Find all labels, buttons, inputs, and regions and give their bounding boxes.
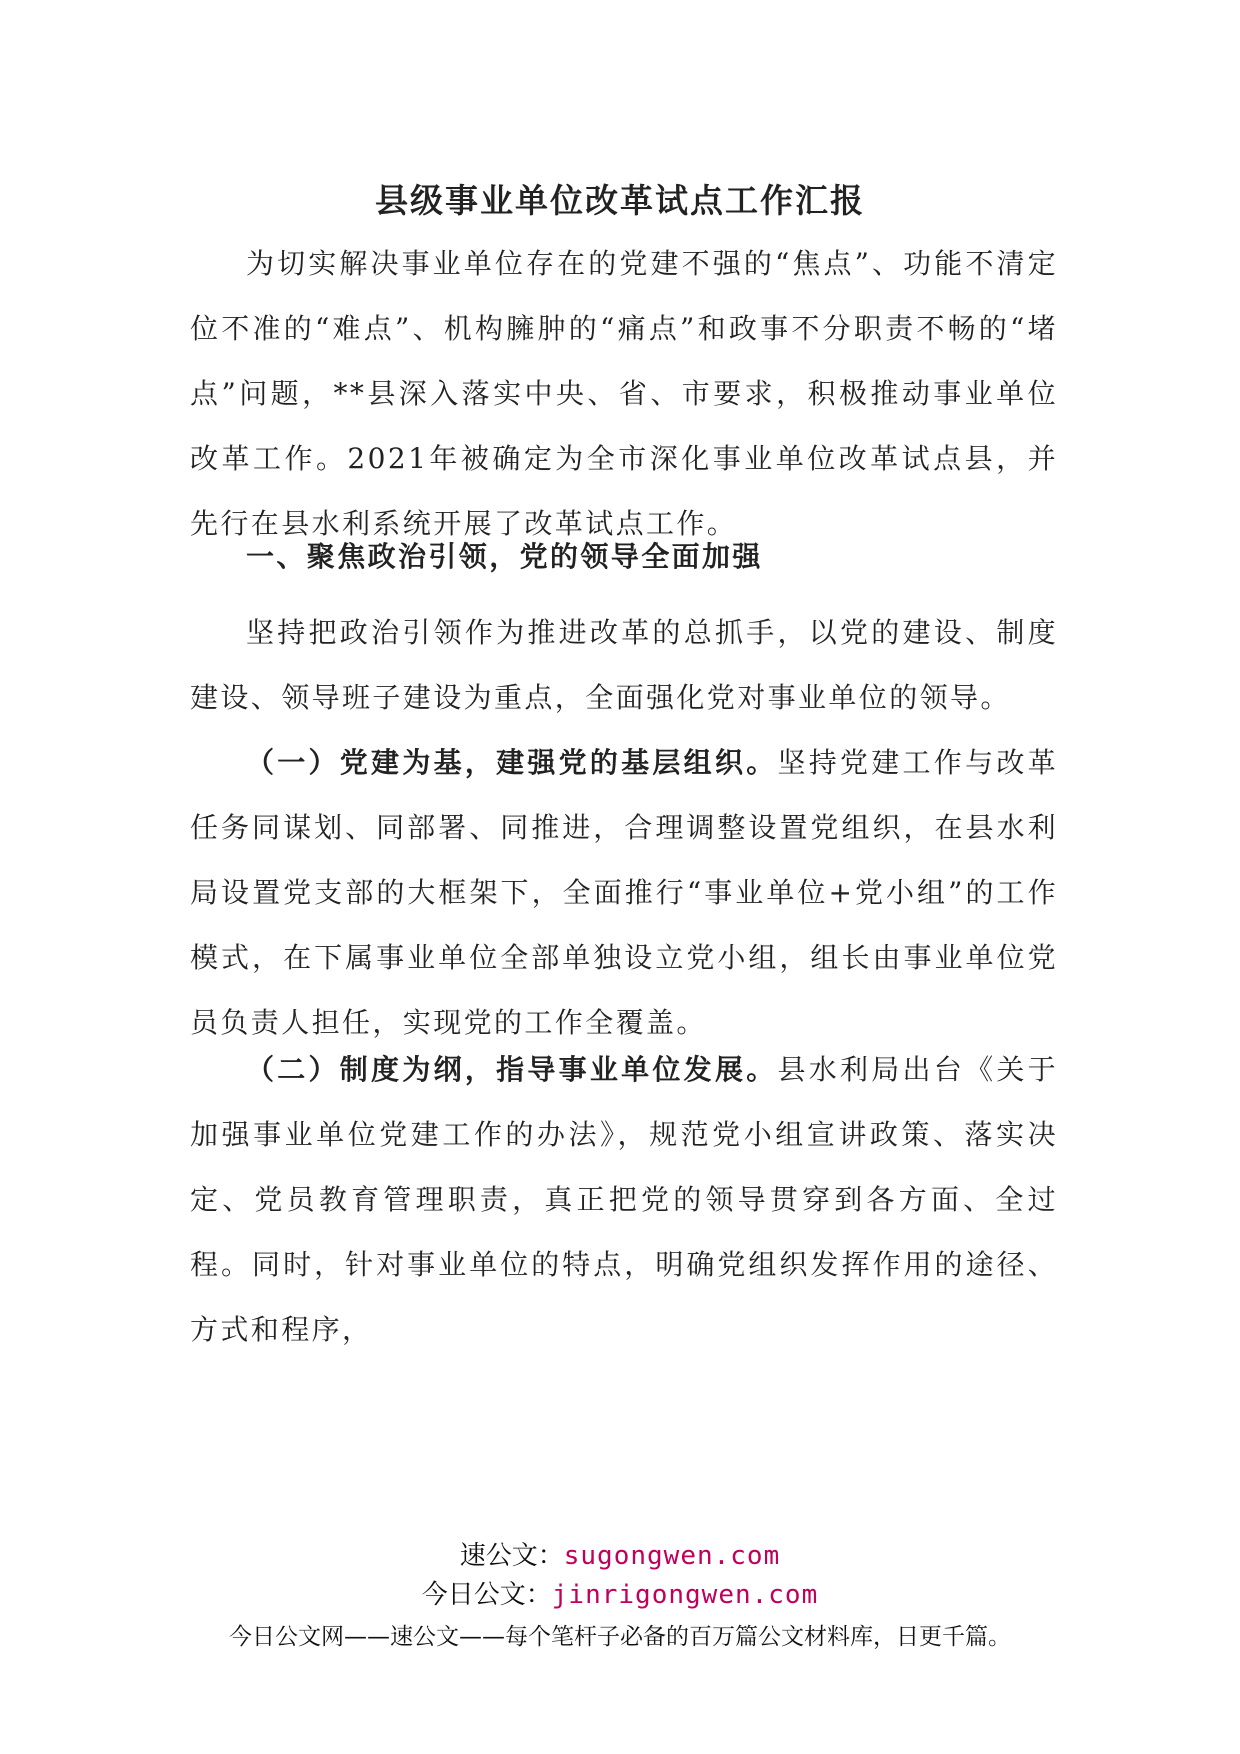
intro-paragraph: 为切实解决事业单位存在的党建不强的“焦点”、功能不清定位不准的“难点”、机构臃肿的“痛点”和政事不分职责不畅的“堵点”问题，**县深入落实中央、省、市要求，积极推动事业单位改革工作。2021年被确定为全市深化事业单位改革试点县，并先行在县水利系统开展了改革试点工作。 (190, 247, 1058, 540)
item-1-paragraph (190, 730, 1058, 1055)
item-2-lead: （二）制度为纲，指导事业单位发展。 (246, 1053, 778, 1086)
section-heading-1: 一、聚焦政治引领，党的领导全面加强 (246, 540, 763, 573)
footer-label-2: 今日公文： (421, 1580, 552, 1610)
footer-line-2 (0, 1577, 1240, 1613)
item-1-body: 坚持党建工作与改革任务同谋划、同部署、同推进，合理调整设置党组织，在县水利局设置党支部的大框架下，全面推行“事业单位+党小组”的工作模式，在下属事业单位全部单独设立党小组，组长由事业单位党员负责人担任，实现党的工作全覆盖。 (190, 746, 1058, 1039)
footer-link-sugongwen[interactable]: sugongwen.com (563, 1541, 781, 1571)
page-title: 县级事业单位改革试点工作汇报 (375, 181, 865, 220)
footer-line-1 (0, 1538, 1240, 1574)
item-2-body: 县水利局出台《关于加强事业单位党建工作的办法》，规范党小组宣讲政策、落实决定、党员教育管理职责，真正把党的领导贯穿到各方面、全过程。同时，针对事业单位的特点，明确党组织发挥作用的途径、方式和程序， (190, 1053, 1058, 1346)
footer-tagline: 今日公文网——速公文——每个笔杆子必备的百万篇公文材料库，日更千篇。 (229, 1624, 1011, 1650)
item-2-paragraph (190, 1037, 1058, 1362)
footer-label-1: 速公文： (459, 1541, 564, 1571)
section-1-paragraph: 坚持把政治引领作为推进改革的总抓手，以党的建设、制度建设、领导班子建设为重点，全面强化党对事业单位的领导。 (190, 616, 1058, 714)
item-1-lead: （一）党建为基，建强党的基层组织。 (246, 746, 778, 779)
footer-link-jinrigongwen[interactable]: jinrigongwen.com (551, 1580, 819, 1610)
